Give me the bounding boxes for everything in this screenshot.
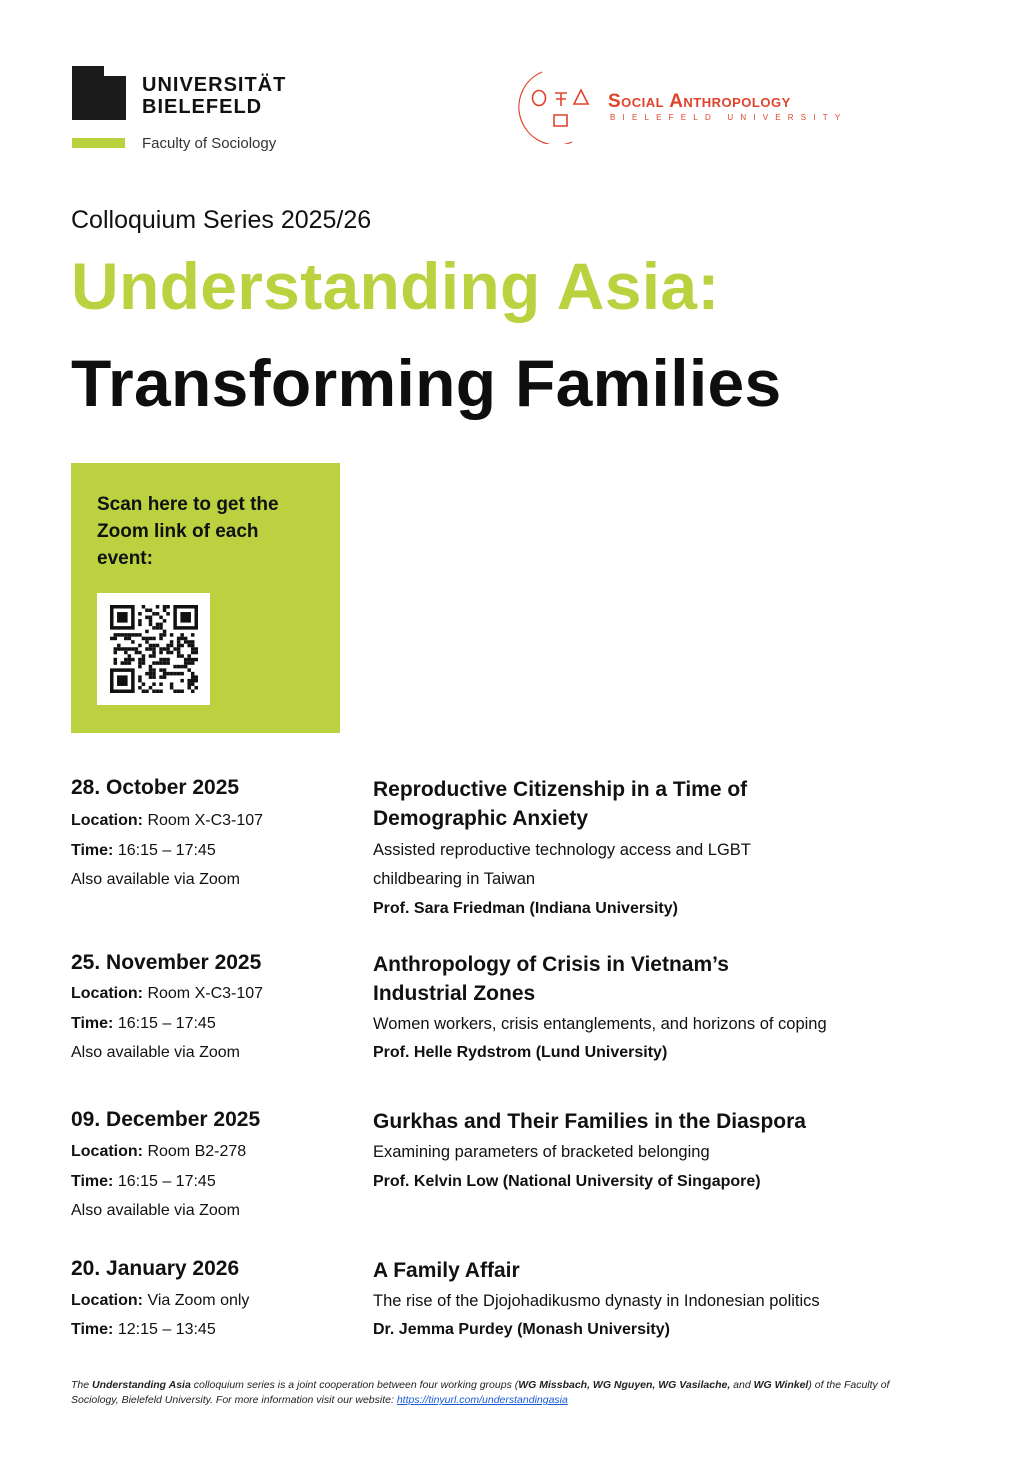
qr-module: [191, 640, 195, 644]
qr-module: [191, 689, 195, 693]
qr-module: [152, 626, 156, 630]
qr-module: [180, 654, 184, 658]
event-1-speaker: Prof. Sara Friedman (Indiana University): [373, 900, 678, 917]
qr-module: [166, 661, 170, 665]
qr-module: [156, 605, 160, 609]
qr-module: [177, 644, 181, 648]
qr-module: [124, 633, 128, 637]
qr-module: [145, 672, 149, 676]
qr-module: [135, 647, 139, 651]
qr-module: [110, 637, 114, 641]
event-3-location: [71, 1143, 246, 1161]
event-1-location-value: Room X-C3-107: [147, 812, 264, 829]
university-mark-icon: [72, 66, 126, 120]
footer-series-name: Understanding Asia: [92, 1379, 191, 1391]
qr-module: [187, 640, 191, 644]
qr-module: [131, 640, 135, 644]
event-2-time-value: 16:15 – 17:45: [117, 1015, 216, 1032]
qr-module: [191, 675, 195, 679]
qr-module: [170, 672, 174, 676]
qr-module: [177, 665, 181, 669]
location-label: Location:: [71, 1292, 143, 1309]
qr-module: [152, 682, 156, 686]
anthropology-subtitle: BIELEFELD UNIVERSITY: [610, 113, 848, 122]
qr-module: [170, 686, 174, 690]
event-3-time-value: 16:15 – 17:45: [117, 1173, 216, 1190]
qr-module: [191, 658, 195, 662]
footer-group-last: WG Winkel: [753, 1379, 809, 1391]
qr-module: [149, 644, 153, 648]
qr-module: [156, 626, 160, 630]
qr-module: [114, 658, 118, 662]
qr-module: [191, 672, 195, 676]
qr-module: [194, 679, 198, 683]
qr-module: [142, 605, 146, 609]
qr-module: [159, 633, 163, 637]
anthropology-emblem-icon: [514, 68, 606, 144]
qr-module: [159, 682, 163, 686]
footer-text-4: ) of the Faculty of Sociology, Bielefeld University. For more information visit our website:: [71, 1379, 890, 1406]
qr-module: [138, 619, 142, 623]
qr-module: [159, 689, 163, 693]
university-logo: [72, 66, 312, 156]
qr-module: [156, 689, 160, 693]
qr-module: [180, 637, 184, 641]
qr-module: [170, 644, 174, 648]
qr-module: [138, 661, 142, 665]
qr-module: [184, 640, 188, 644]
qr-module: [145, 640, 149, 644]
qr-module: [135, 633, 139, 637]
event-3-zoom-note: Also available via Zoom: [71, 1202, 240, 1219]
qr-module: [180, 644, 184, 648]
qr-module: [187, 682, 191, 686]
qr-module: [135, 651, 139, 655]
qr-module: [163, 630, 167, 634]
qr-module: [166, 647, 170, 651]
qr-module: [145, 616, 149, 620]
event-4-subtitle: The rise of the Djojohadikusmo dynasty in Indonesian politics: [373, 1292, 820, 1310]
qr-module: [152, 644, 156, 648]
qr-module: [163, 619, 167, 623]
event-3-subtitle: Examining parameters of bracketed belonging: [373, 1143, 710, 1161]
qr-module: [177, 637, 181, 641]
qr-module: [138, 651, 142, 655]
qr-module: [187, 658, 191, 662]
event-1-time: [71, 842, 216, 860]
qr-module: [187, 661, 191, 665]
website-link[interactable]: https://tinyurl.com/understandingasia: [396, 1394, 568, 1406]
qr-module: [149, 675, 153, 679]
qr-module: [152, 672, 156, 676]
anthropology-logo: [514, 68, 894, 144]
qr-module: [131, 658, 135, 662]
qr-module: [121, 633, 125, 637]
event-3-location-value: Room B2-278: [147, 1143, 247, 1160]
faculty-name: Faculty of Sociology: [142, 135, 277, 152]
qr-module: [124, 647, 128, 651]
qr-module: [194, 651, 198, 655]
qr-module: [159, 616, 163, 620]
qr-module: [114, 647, 118, 651]
qr-module: [177, 651, 181, 655]
qr-module: [138, 658, 142, 662]
event-2-time: [71, 1015, 216, 1033]
university-accent-bar: [72, 138, 125, 148]
qr-module: [163, 668, 167, 672]
qr-module: [191, 679, 195, 683]
qr-module: [159, 626, 163, 630]
qr-module: [117, 612, 128, 623]
qr-module: [117, 675, 128, 686]
anthropology-name-text: Social Anthropology: [608, 91, 791, 112]
qr-module: [166, 658, 170, 662]
qr-module: [128, 658, 132, 662]
qr-module: [194, 658, 198, 662]
time-label: Time:: [71, 842, 114, 859]
event-2-title: Anthropology of Crisis in Vietnam’s Industrial Zones: [373, 953, 729, 1005]
qr-module: [145, 630, 149, 634]
qr-frame[interactable]: [97, 593, 210, 705]
page-title-line1: Understanding Asia:: [71, 249, 720, 323]
qr-module: [166, 672, 170, 676]
time-label: Time:: [71, 1015, 114, 1032]
qr-code-icon[interactable]: [110, 605, 198, 693]
qr-module: [191, 644, 195, 648]
qr-module: [114, 661, 118, 665]
qr-module: [180, 665, 184, 669]
qr-module: [149, 637, 153, 641]
qr-module: [187, 644, 191, 648]
qr-module: [124, 661, 128, 665]
qr-module: [124, 651, 128, 655]
qr-module: [152, 689, 156, 693]
qr-module: [163, 675, 167, 679]
event-3-date: 09. December 2025: [71, 1108, 261, 1131]
qr-module: [121, 661, 125, 665]
event-2-speaker: Prof. Helle Rydstrom (Lund University): [373, 1044, 668, 1061]
qr-module: [163, 658, 167, 662]
time-label: Time:: [71, 1173, 114, 1190]
qr-module: [149, 619, 153, 623]
qr-module: [184, 637, 188, 641]
event-2-zoom-note: Also available via Zoom: [71, 1044, 240, 1061]
qr-module: [117, 633, 121, 637]
qr-module: [128, 654, 132, 658]
qr-module: [124, 637, 128, 641]
qr-module: [114, 637, 118, 641]
qr-module: [138, 665, 142, 669]
qr-module: [177, 672, 181, 676]
qr-module: [138, 644, 142, 648]
qr-module: [170, 633, 174, 637]
time-label: Time:: [71, 1321, 114, 1338]
qr-module: [145, 647, 149, 651]
qr-module: [142, 654, 146, 658]
qr-module: [170, 651, 174, 655]
qr-module: [145, 609, 149, 613]
qr-module: [128, 637, 132, 641]
event-1-location: [71, 812, 263, 830]
qr-module: [156, 612, 160, 616]
qr-module: [159, 658, 163, 662]
event-1-title: Reproductive Citizenship in a Time of Demographic Anxiety: [373, 778, 748, 830]
event-2-date: 25. November 2025: [71, 951, 262, 974]
university-name-line1: UNIVERSITÄT: [142, 74, 287, 96]
qr-module: [163, 609, 167, 613]
event-2-location-value: Room X-C3-107: [147, 985, 264, 1002]
qr-module: [117, 647, 121, 651]
qr-module: [149, 623, 153, 627]
qr-module: [149, 686, 153, 690]
event-2-subtitle: Women workers, crisis entanglements, and horizons of coping: [373, 1015, 827, 1033]
qr-module: [149, 647, 153, 651]
qr-module: [180, 612, 191, 623]
qr-module: [159, 661, 163, 665]
qr-module: [145, 689, 149, 693]
qr-module: [163, 647, 167, 651]
qr-module: [184, 658, 188, 662]
event-4-time: [71, 1321, 216, 1339]
qr-module: [159, 668, 163, 672]
qr-module: [173, 672, 177, 676]
qr-module: [184, 665, 188, 669]
qr-module: [180, 689, 184, 693]
qr-module: [180, 633, 184, 637]
qr-module: [156, 661, 160, 665]
qr-module: [142, 682, 146, 686]
event-4-location-value: Via Zoom only: [147, 1292, 250, 1309]
event-3-speaker: Prof. Kelvin Low (National University of Singapore): [373, 1173, 761, 1190]
qr-module: [159, 623, 163, 627]
qr-module: [152, 668, 156, 672]
qr-module: [159, 647, 163, 651]
qr-module: [163, 661, 167, 665]
qr-module: [159, 675, 163, 679]
qr-module: [149, 609, 153, 613]
location-label: Location:: [71, 1143, 143, 1160]
qr-module: [149, 672, 153, 676]
qr-module: [170, 682, 174, 686]
qr-module: [187, 679, 191, 683]
qr-module: [138, 675, 142, 679]
location-label: Location:: [71, 985, 143, 1002]
qr-module: [177, 640, 181, 644]
event-3-title: Gurkhas and Their Families in the Diaspora: [373, 1110, 806, 1133]
qr-module: [131, 633, 135, 637]
event-4-location: [71, 1292, 249, 1310]
page-title-line2: Transforming Families: [71, 346, 782, 420]
qr-module: [149, 654, 153, 658]
footer-groups: WG Missbach, WG Nguyen, WG Vasilache,: [518, 1379, 731, 1391]
qr-module: [187, 668, 191, 672]
qr-module: [128, 647, 132, 651]
qr-module: [138, 612, 142, 616]
qr-module: [191, 661, 195, 665]
qr-module: [180, 679, 184, 683]
qr-module: [177, 654, 181, 658]
qr-module: [121, 647, 125, 651]
qr-module: [163, 633, 167, 637]
qr-module: [163, 605, 167, 609]
qr-module: [114, 651, 118, 655]
event-2-location: [71, 985, 263, 1003]
qr-module: [170, 640, 174, 644]
qr-module: [152, 675, 156, 679]
qr-module: [166, 612, 170, 616]
qr-module: [187, 654, 191, 658]
qr-module: [163, 672, 167, 676]
qr-module: [149, 668, 153, 672]
qr-module: [124, 658, 128, 662]
qr-module: [177, 647, 181, 651]
series-label: Colloquium Series 2025/26: [71, 206, 372, 234]
qr-module: [152, 637, 156, 641]
anthropology-name: [608, 91, 791, 113]
footer-note: [71, 1378, 901, 1408]
qr-module: [138, 623, 142, 627]
qr-module: [194, 675, 198, 679]
qr-module: [156, 644, 160, 648]
qr-module: [166, 644, 170, 648]
qr-module: [187, 686, 191, 690]
qr-module: [152, 654, 156, 658]
qr-module: [145, 637, 149, 641]
footer-text-2: colloquium series is a joint cooperation between four working groups (: [190, 1379, 519, 1391]
qr-module: [191, 682, 195, 686]
qr-module: [177, 689, 181, 693]
qr-module: [194, 686, 198, 690]
qr-module: [138, 633, 142, 637]
qr-module: [131, 647, 135, 651]
event-1-date: 28. October 2025: [71, 776, 240, 799]
qr-module: [142, 661, 146, 665]
qr-module: [166, 651, 170, 655]
qr-module: [173, 665, 177, 669]
qr-module: [191, 651, 195, 655]
qr-module: [173, 647, 177, 651]
qr-module: [142, 658, 146, 662]
qr-module: [152, 612, 156, 616]
qr-module: [142, 689, 146, 693]
qr-module: [149, 616, 153, 620]
qr-module: [191, 647, 195, 651]
qr-module: [117, 644, 121, 648]
qr-module: [180, 672, 184, 676]
qr-module: [142, 637, 146, 641]
qr-module: [191, 633, 195, 637]
qr-module: [152, 651, 156, 655]
qr-module: [184, 661, 188, 665]
qr-module: [152, 647, 156, 651]
qr-module: [138, 679, 142, 683]
location-label: Location:: [71, 812, 143, 829]
qr-module: [114, 633, 118, 637]
university-name-line2: BIELEFELD: [142, 96, 263, 118]
qr-module: [194, 647, 198, 651]
zoom-qr-panel: [71, 463, 340, 733]
qr-module: [152, 661, 156, 665]
qr-module: [128, 633, 132, 637]
qr-module: [128, 661, 132, 665]
qr-instruction: Scan here to get the Zoom link of each event:: [97, 494, 279, 569]
qr-module: [156, 623, 160, 627]
footer-text-1: The: [71, 1379, 93, 1391]
footer-text-3: and: [730, 1379, 754, 1391]
event-4-title: A Family Affair: [373, 1259, 520, 1282]
qr-module: [159, 651, 163, 655]
event-4-date: 20. January 2026: [71, 1257, 240, 1280]
qr-module: [173, 689, 177, 693]
qr-module: [138, 686, 142, 690]
event-4-speaker: Dr. Jemma Purdey (Monash University): [373, 1321, 670, 1338]
qr-module: [159, 637, 163, 641]
event-1-subtitle: Assisted reproductive technology access and LGBT childbearing in Taiwan: [373, 841, 751, 888]
event-3-time: [71, 1173, 216, 1191]
qr-module: [166, 605, 170, 609]
event-1-time-value: 16:15 – 17:45: [117, 842, 216, 859]
event-4-time-value: 12:15 – 13:45: [117, 1321, 216, 1338]
qr-module: [149, 665, 153, 669]
event-1-zoom-note: Also available via Zoom: [71, 871, 240, 888]
